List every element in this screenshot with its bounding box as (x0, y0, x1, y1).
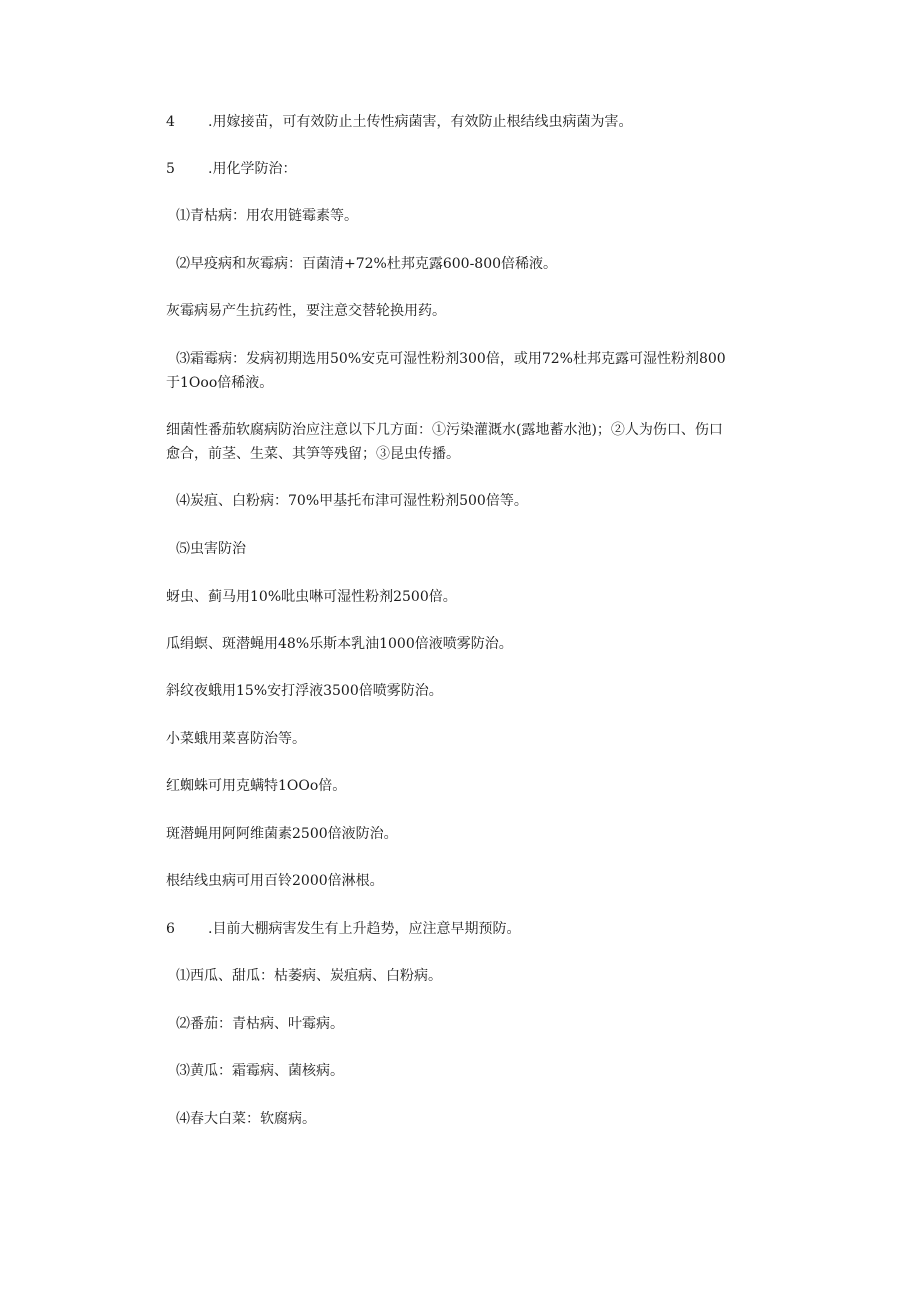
item-text-line2: 愈合，前茎、生菜、其笋等残留；③昆虫传播。 (166, 446, 460, 462)
paragraph-aphid (166, 585, 788, 609)
item-text: 蚜虫、蓟马用10%吡虫啉可湿性粉剂2500倍。 (166, 589, 457, 605)
paragraph-melon-worm (166, 632, 788, 656)
sub-item-cucumber (176, 1059, 798, 1083)
sub-item-bacterial-wilt (176, 204, 798, 228)
item-text: ⑴青枯病：用农用链霉素等。 (176, 208, 358, 224)
item-number: 6 (166, 921, 175, 937)
item-4 (166, 110, 788, 134)
sub-item-pest-control (176, 537, 798, 561)
item-text: 斑潜蝇用阿阿维菌素2500倍液防治。 (166, 826, 398, 842)
item-text: 小菜蛾用菜喜防治等。 (166, 731, 306, 747)
sub-item-cabbage (176, 1107, 798, 1131)
sub-item-early-blight (176, 252, 798, 276)
item-text: ⑸虫害防治 (176, 541, 246, 557)
paragraph-diamondback-moth (166, 727, 788, 751)
paragraph-red-spider (166, 774, 788, 798)
paragraph-armyworm (166, 679, 788, 703)
item-text: ⑷炭疽、白粉病：70%甲基托布津可湿性粉剂500倍等。 (176, 493, 528, 509)
item-text: ⑴西瓜、甜瓜：枯萎病、炭疽病、白粉病。 (176, 968, 442, 984)
item-text: ⑷春大白菜：软腐病。 (176, 1111, 316, 1127)
paragraph-soft-rot (166, 418, 788, 466)
item-5 (166, 157, 788, 181)
item-text: 瓜绢螟、斑潜蝇用48%乐斯本乳油1000倍液喷雾防治。 (166, 636, 513, 652)
item-text: .目前大棚病害发生有上升趋势，应注意早期预防。 (208, 921, 521, 937)
item-6 (166, 917, 788, 941)
item-text: 红蜘蛛可用克螨特1OOo倍。 (166, 778, 347, 794)
item-number: 5 (166, 161, 175, 177)
paragraph-leafminer (166, 822, 788, 846)
item-text: .用化学防治： (208, 161, 297, 177)
sub-item-melons (176, 964, 798, 988)
item-number: 4 (166, 114, 175, 130)
item-text: 根结线虫病可用百铃2000倍淋根。 (166, 873, 384, 889)
paragraph-gray-mold-note (166, 299, 788, 323)
item-text: ⑵早疫病和灰霉病：百菌清+72%杜邦克露600-800倍稀液。 (176, 256, 558, 272)
item-text: 灰霉病易产生抗药性，要注意交替轮换用药。 (166, 303, 446, 319)
item-text: ⑵番茄：青枯病、叶霉病。 (176, 1016, 344, 1032)
sub-item-tomato (176, 1012, 798, 1036)
item-text: ⑶黄瓜：霜霉病、菌核病。 (176, 1063, 344, 1079)
sub-item-downy-mildew (166, 347, 788, 395)
item-text: 斜纹夜蛾用15%安打浮液3500倍喷雾防治。 (166, 683, 443, 699)
item-text-line2: 于1Ooo倍稀液。 (166, 375, 274, 391)
item-text-line1: 细菌性番茄软腐病防治应注意以下几方面：①污染灌溉水(露地蓄水池)；②人为伤口、伤口 (166, 422, 723, 438)
sub-item-anthracnose (176, 489, 798, 513)
item-text: .用嫁接苗，可有效防止土传性病菌害，有效防止根结线虫病菌为害。 (208, 114, 633, 130)
item-text-line1: ⑶霜霉病：发病初期选用50%安克可湿性粉剂300倍，或用72%杜邦克露可湿性粉剂800 (176, 351, 726, 367)
paragraph-root-knot (166, 869, 788, 893)
